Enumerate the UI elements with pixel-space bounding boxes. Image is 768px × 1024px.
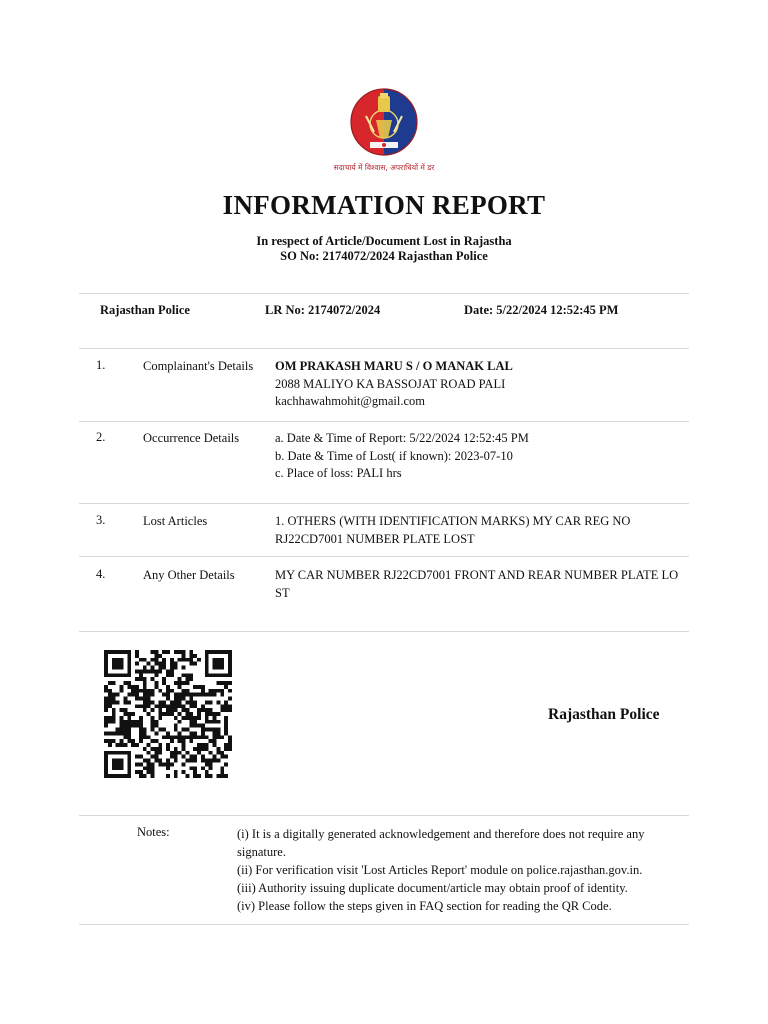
subtitle-line-2: SO No: 2174072/2024 Rajasthan Police bbox=[280, 249, 488, 263]
subtitle-line-1: In respect of Article/Document Lost in Rajastha bbox=[256, 234, 512, 248]
meta-lr-number: LR No: 2174072/2024 bbox=[265, 303, 381, 317]
occurrence-place: c. Place of loss: PALI hrs bbox=[275, 466, 402, 480]
divider bbox=[79, 631, 689, 632]
notes-list bbox=[237, 825, 657, 915]
note-item: (ii) For verification visit 'Lost Articles Report' module on police.rajasthan.gov.in. bbox=[237, 863, 643, 877]
row-label-complainant: Complainant's Details bbox=[143, 359, 254, 373]
complainant-name: OM PRAKASH MARU S / O MANAK LAL bbox=[275, 359, 513, 373]
occurrence-lost-time: b. Date & Time of Lost( if known): 2023-07-10 bbox=[275, 448, 513, 463]
row-value-complainant bbox=[275, 358, 685, 411]
divider bbox=[79, 348, 689, 349]
rajasthan-police-emblem-icon bbox=[348, 86, 420, 158]
row-number: 2. bbox=[96, 430, 106, 444]
qr-modules bbox=[104, 650, 232, 778]
row-label-lost-articles: Lost Articles bbox=[143, 514, 208, 528]
divider bbox=[79, 503, 689, 504]
divider bbox=[79, 421, 689, 422]
page-title: INFORMATION REPORT bbox=[222, 190, 546, 220]
row-number: 4. bbox=[96, 567, 106, 581]
lost-article-line: RJ22CD7001 NUMBER PLATE LOST bbox=[275, 531, 475, 546]
divider bbox=[79, 924, 689, 925]
row-label-other-details: Any Other Details bbox=[143, 568, 235, 582]
meta-authority: Rajasthan Police bbox=[100, 303, 190, 317]
emblem-motto: सदाचार्य में विश्वास, अपराधियों में डर bbox=[333, 163, 435, 172]
row-number: 1. bbox=[96, 358, 106, 372]
occurrence-report-time: a. Date & Time of Report: 5/22/2024 12:52:45 PM bbox=[275, 431, 529, 445]
signature-authority: Rajasthan Police bbox=[548, 706, 660, 723]
lost-article-line: 1. OTHERS (WITH IDENTIFICATION MARKS) MY CAR REG NO bbox=[275, 514, 631, 528]
divider bbox=[79, 293, 689, 294]
complainant-email: kachhawahmohit@gmail.com bbox=[275, 394, 426, 408]
row-value-lost-articles bbox=[275, 513, 685, 548]
other-details-line: ST bbox=[275, 585, 290, 600]
divider bbox=[79, 815, 689, 816]
row-value-occurrence bbox=[275, 430, 685, 483]
notes-label: Notes: bbox=[137, 825, 170, 839]
note-item: (iii) Authority issuing duplicate document/article may obtain proof of identity. bbox=[237, 881, 628, 895]
complainant-address: 2088 MALIYO KA BASSOJAT ROAD PALI bbox=[275, 376, 506, 391]
row-label-occurrence: Occurrence Details bbox=[143, 431, 240, 445]
meta-date: Date: 5/22/2024 12:52:45 PM bbox=[464, 303, 619, 317]
note-item: (i) It is a digitally generated acknowledgement and therefore does not require any bbox=[237, 827, 645, 841]
note-item: signature. bbox=[237, 845, 286, 859]
note-item: (iv) Please follow the steps given in FAQ section for reading the QR Code. bbox=[237, 899, 612, 913]
divider bbox=[79, 556, 689, 557]
row-value-other-details bbox=[275, 567, 685, 602]
row-number: 3. bbox=[96, 513, 106, 527]
other-details-line: MY CAR NUMBER RJ22CD7001 FRONT AND REAR NUMBER PLATE LO bbox=[275, 568, 679, 582]
report-subtitle bbox=[0, 234, 768, 264]
verification-qr-code bbox=[104, 650, 232, 778]
